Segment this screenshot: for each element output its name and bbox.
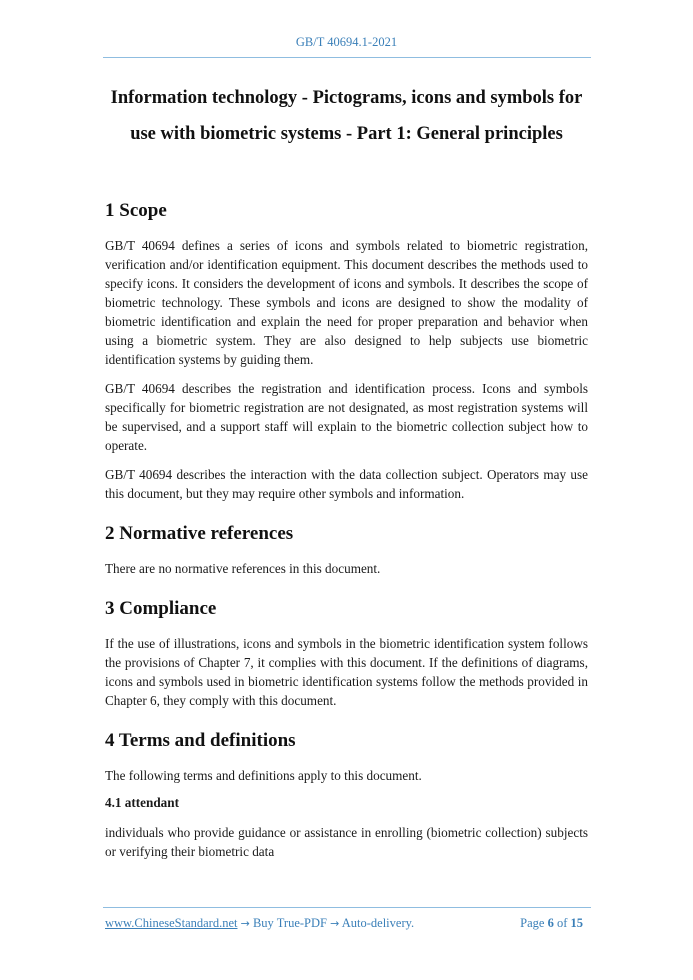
page-footer <box>105 916 588 931</box>
buy-pdf-link[interactable]: Buy True-PDF <box>252 916 327 930</box>
section-heading: 3 Compliance <box>105 598 217 619</box>
section-terms <box>105 730 588 861</box>
current-page: 6 <box>547 916 554 930</box>
term-definition: individuals who provide guidance or assistance in enrolling (biometric collection) subjects or verifying their biometric data <box>105 825 588 859</box>
title-line-2: use with biometric systems - Part 1: General principles <box>130 124 563 144</box>
paragraph: GB/T 40694 describes the registration and identification process. Icons and symbols specifically for biometric registration are not designated, as most registration systems will be supervised, and a support staff will explain to the biometric collection subject how to operate. <box>105 381 588 453</box>
section-heading: 1 Scope <box>105 200 167 221</box>
site-link[interactable]: www.ChineseStandard.net <box>105 916 238 930</box>
arrow-right-icon: → <box>330 917 340 930</box>
section-compliance <box>105 598 588 710</box>
section-normative-references <box>105 523 588 578</box>
paragraph: The following terms and definitions apply to this document. <box>105 768 422 783</box>
document-body <box>105 200 588 871</box>
paragraph: There are no normative references in this document. <box>105 561 381 576</box>
standard-code: GB/T 40694.1-2021 <box>295 35 398 49</box>
auto-delivery-text: Auto-delivery. <box>341 916 415 930</box>
paragraph: GB/T 40694 defines a series of icons and symbols related to biometric registration, verification and/or identification equipment. This document describes the methods used to specify icons. It considers the development of icons and symbols. It describes the scope of biometric technology. These symbols and icons are designed to show the modality of biometric identification and explain the need for proper preparation and behavior when using a biometric system. They are also designed to help subjects use biometric identification systems by guiding them. <box>105 238 588 367</box>
section-heading: 4 Terms and definitions <box>105 730 296 751</box>
total-pages: 15 <box>570 916 583 930</box>
arrow-right-icon: → <box>240 917 250 930</box>
document-title <box>60 80 633 152</box>
title-line-1: Information technology - Pictograms, icons and symbols for <box>110 88 583 108</box>
section-heading: 2 Normative references <box>105 523 294 544</box>
term-heading: 4.1 attendant <box>105 795 179 810</box>
paragraph: GB/T 40694 describes the interaction with the data collection subject. Operators may use this document, but they may require other symbols and information. <box>105 467 588 501</box>
header-divider <box>103 57 591 58</box>
paragraph: If the use of illustrations, icons and symbols in the biometric identification system follows the provisions of Chapter 7, it complies with this document. If the definitions of diagrams, icons and symbols used in biometric identification systems follow the methods provided in Chapter 6, they comply with this document. <box>105 636 588 708</box>
page-number: Page 6 of 15 <box>520 916 583 930</box>
footer-divider <box>103 907 591 908</box>
section-scope <box>105 200 588 503</box>
